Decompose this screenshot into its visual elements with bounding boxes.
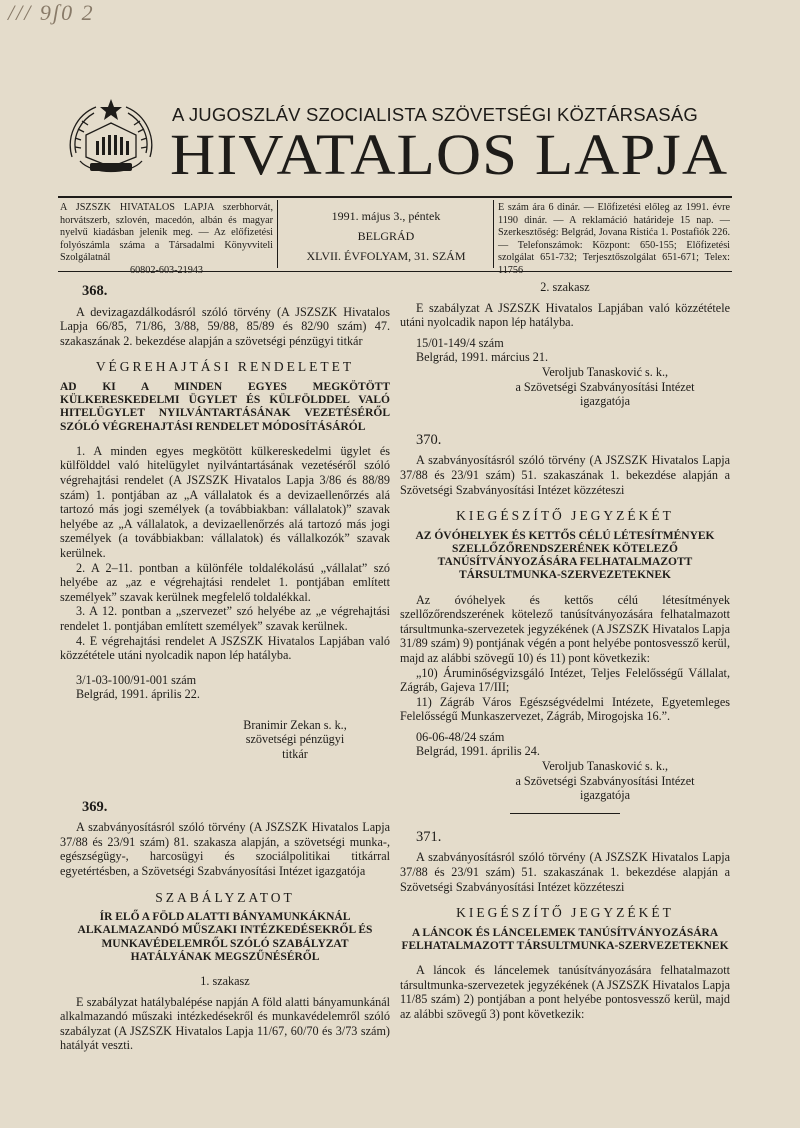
signatory-role: igazgatója [579,788,631,803]
subtitle-371: A LÁNCOK ÉS LÁNCELEMEK TANÚSÍTVÁNYOZÁSÁRA FELHATALMAZOTT TÁRSULTMUNKA-SZERVEZETEKNEK [401,926,729,953]
signatory-name: Veroljub Tanasković s. k., [541,364,669,379]
paragraph-370-3: 11) Zágráb Város Egészségvédelmi Intézete, Egyetemleges Felelősségű Munkaszervezet, Zágráb, Mirogojska 16.”. [400,694,730,724]
info-publication [60,202,273,278]
subtitle-369: ÍR ELŐ A FÖLD ALATTI BÁNYAMUNKÁKNÁL ALKALMAZANDÓ MŰSZAKI INTÉZKEDÉSEKRŐL ÉS MUNKAVÉDELEMRŐL SZÓLÓ SZABÁLYZAT HATÁLYÁNAK MEGSZŰNÉSÉRŐL [77,911,373,963]
signatory-role: a Szövetségi Szabványosítási Intézet [515,773,695,788]
paragraph-3: 3. A 12. pontban a „szervezet” szó helyébe az „e végrehajtási rendelet 1. pontjában említett személyek” szavak kerülnek. [60,604,390,633]
paragraph-4: 4. E végrehajtási rendelet A JSZSZK Hivatalos Lapjában való közzététele utáni nyolcadik napon lép hatályba. [60,633,390,663]
coat-of-arms-emblem-icon [62,97,160,187]
section-2-heading: 2. szakasz [540,280,590,294]
paragraph-370-1: Az óvóhelyek és kettős célú létesítmények szellőzőrendszerének kötelező tanúsítványozására felhatalmazott társultmunka-szervezetek jegyzékének (A JSZSZK Hivatalos Lapja 31/89 szám) 9) pontjának végén a pont helyébe pontosvessző kerül, majd az alábbi szövegű 10) és 11) pont következik: [400,592,730,665]
signature-370 [500,759,710,803]
title-369: SZABÁLYZATOT [155,889,295,905]
signatory-role: a Szövetségi Szabványosítási Intézet [515,379,695,394]
subtitle-368: AD KI A MINDEN EGYES MEGKÖTÖTT KÜLKERESKEDELMI ÜGYLET ÉS KÜLFÖLDDEL VALÓ HITELÜGYLET NYILVÁNTARTÁSÁNAK VEZETÉSÉRŐL SZÓLÓ VÉGREHAJTÁSI RENDELET MÓDOSÍTÁSÁRÓL [60,380,390,433]
reference-368: 3/1-03-100/91-001 szám [76,672,197,687]
item-number-370: 370. [416,431,442,448]
issue-volume: XLVII. ÉVFOLYAM, 31. SZÁM [306,249,466,263]
info-price: E szám ára 6 dinár. — Előfizetési előleg az 1991. évre 1190 dinár. — A reklamáció határideje 15 nap. — Szerkesztőség: Belgrád, Jovana Ristića 1. Postafiók 226. — Telefonszámok: Központ: 650-155; Előfizetési szolgálat 651-732; Terjesztőszolgálat 651-671; Telex: 11756 [498,202,730,276]
issue-place: BELGRÁD [357,229,415,243]
intro-369: A szabványosításról szóló törvény (A JSZSZK Hivatalos Lapja 37/88 és 23/91 szám) 81. szakasza alapján, a szövetségi munka-, egészségügy-, harcosügyi és szociálpolitikai titkárral egyetértésben, a Szövetségi Szabványosítási Intézet igazgatója [60,820,390,879]
section-divider [510,813,620,814]
info-rule [58,271,732,272]
title-368: VÉGREHAJTÁSI RENDELETET [95,359,355,375]
info-divider [493,200,494,268]
reference-369: 15/01-149/4 szám [416,335,504,350]
title-371: KIEGÉSZÍTŐ JEGYZÉKÉT [456,905,674,921]
paragraph-370-2: „10) Áruminőségvizsgáló Intézet, Teljes Felelősségű Vállalat, Zágráb, Gajeva 17/III; [400,665,730,695]
info-account: 60802-603-21943 [129,264,203,276]
masthead-title: HIVATALOS LAPJA [170,122,729,187]
item-number-369: 369. [82,798,108,815]
info-divider [277,200,278,268]
section-1-text: E szabályzat hatálybalépése napján A föld alatti bányamunkánál alkalmazandó műszaki intézkedésekről és munkavédelemről szóló szabályzat (A JSZSZK Hivatalos Lapja 11/67, 60/70 és 3/73 szám) hatályát veszti. [60,994,390,1053]
date-370: Belgrád, 1991. április 24. [416,744,540,759]
subtitle-370: AZ ÓVÓHELYEK ÉS KETTŐS CÉLÚ LÉTESÍTMÉNYEK SZELLŐZŐRENDSZERÉNEK KÖTELEZŐ TANÚSÍTVÁNYOZÁSÁRA FELHATALMAZOTT TÁRSULTMUNKA-SZERVEZETEKNEK [415,529,715,582]
signatory-name: Veroljub Tanasković s. k., [541,759,669,774]
handwritten-mark: /// 9ʃ0 2 [8,0,95,25]
intro-371: A szabványosításról szóló törvény (A JSZSZK Hivatalos Lapja 37/88 és 23/91 szám) 51. szakaszának 1. bekezdése alapján a Szövetségi Szabványosítási Intézet közzéteszi [400,850,730,894]
section-2-text: E szabályzat A JSZSZK Hivatalos Lapjában való közzététele utáni nyolcadik napon lép hatályba. [400,300,730,330]
paragraph-2: 2. A 2–11. pontban a különféle toldalékolású „vállalat” szó helyébe az „az e végrehajtási rendelet 1. pontjában említett személyek” szavak kerülnek megfelelő toldalékkal. [60,560,390,604]
signatory-name: Branimir Zekan s. k., [243,717,347,732]
info-issue [283,206,489,266]
intro-368: A devizagazdálkodásról szóló törvény (A JSZSZK Hivatalos Lapja 66/85, 71/86, 3/88, 59/88, 85/89 és 82/90 szám) 47. szakaszának 2. bekezdése alapján a szövetségi pénzügyi titkár [60,304,390,348]
info-publication-text: A JSZSZK HIVATALOS LAPJA szerbhorvát, horvátszerb, szlovén, macedón, albán és magyar nyelvű kiadásban jelenik meg. — Az előfizetési folyószámla száma a Társadalmi Könyvviteli Szolgálatnál [60,202,273,264]
signature-369 [500,365,710,409]
issue-date: 1991. május 3., péntek [331,209,441,223]
date-368: Belgrád, 1991. április 22. [76,687,200,702]
paragraph-1: 1. A minden egyes megkötött külkereskedelmi ügylet és külfölddel való hitelügylet nyilvántartásának vezetéséről szóló végrehajtási rendelet (A JSZSZK Hivatalos Lapja 3/86 és 88/89 szám) 1. pontjában az „A vállalatok és a devizaellenőrzés alá tartozó más jogi személyek (a továbbiakban: vállalatok)” szavak helyébe az „A vállalatok, a devizaellenőrzés alá tartozó más jogi személyek (a továbbiakban: vállalatok) és vállalkozók” szavak kerülnek. [60,443,390,560]
signatory-role: szövetségi pénzügyi [245,732,345,747]
signatory-role: igazgatója [579,394,631,409]
left-column [60,280,390,1053]
signature-368 [220,718,370,762]
right-column [400,280,730,1022]
reference-370: 06-06-48/24 szám [416,729,505,744]
date-369: Belgrád, 1991. március 21. [416,350,549,365]
masthead-supertitle: A JUGOSZLÁV SZOCIALISTA SZÖVETSÉGI KÖZTÁRSASÁG [172,104,698,125]
title-370: KIEGÉSZÍTŐ JEGYZÉKÉT [456,508,674,524]
item-number-368: 368. [82,283,108,299]
section-1-heading: 1. szakasz [200,974,250,989]
masthead-rule [58,196,732,198]
intro-370: A szabványosításról szóló törvény (A JSZSZK Hivatalos Lapja 37/88 és 23/91 szám) 51. szakaszának 1. bekezdése alapján a Szövetségi Szabványosítási Intézet közzéteszi [400,453,730,497]
item-number-371: 371. [416,828,442,845]
signatory-role: titkár [282,747,308,762]
paragraph-371-1: A láncok és láncelemek tanúsítványozására felhatalmazott társultmunka-szervezetek jegyzékének (A JSZSZK Hivatalos Lapja 11/85 szám) 2) pontjában a pont helyébe pontosvessző kerül, majd az alábbi szövegű 3) pont következik: [400,963,730,1021]
